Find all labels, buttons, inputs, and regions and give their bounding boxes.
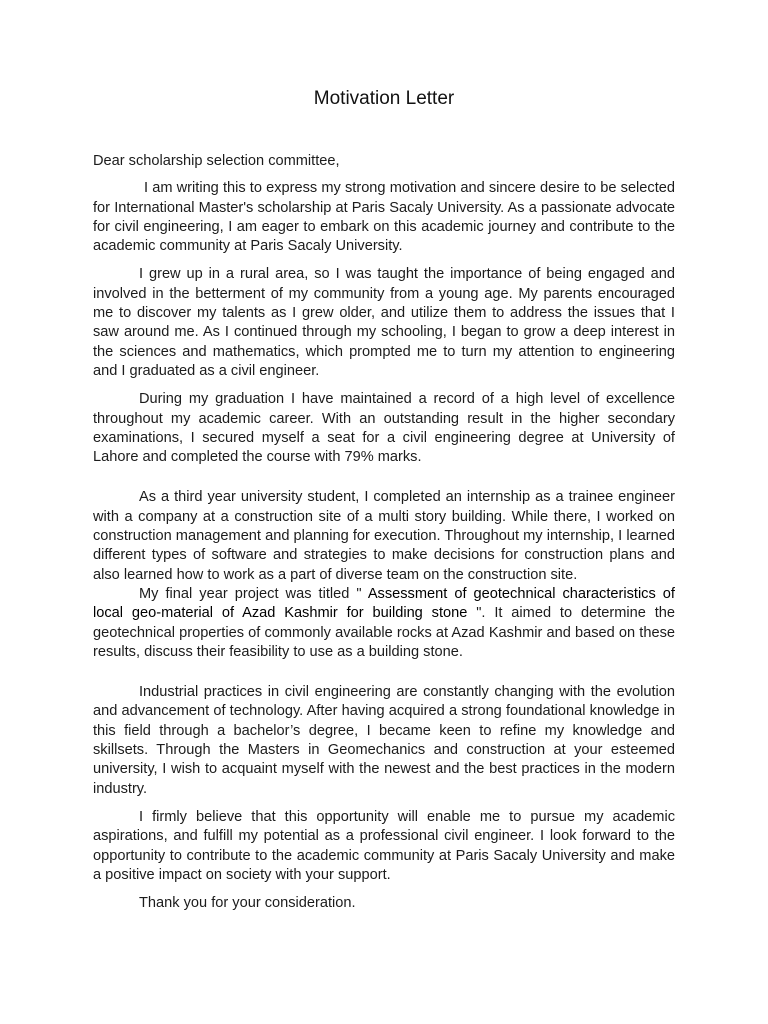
- paragraph-intro: I am writing this to express my strong motivation and sincere desire to be selected for International Master's scholarship at Paris Sacaly University. As a passionate advocate for civil engineering, I am eager to embark on this academic journey and contribute to the academic community at Paris Sacaly University.: [93, 180, 675, 255]
- page-title: Motivation Letter: [313, 88, 455, 109]
- paragraph-industry: Industrial practices in civil engineering are constantly changing with the evolution and advancement of technology. After having acquired a strong foundational knowledge in this field through a bachelor’s degree, I became keen to refine my knowledge and skillsets. Through the Masters in Geomechanics and construction at your esteemed university, I wish to acquaint myself with the newest and the best practices in the modern industry.: [93, 684, 675, 797]
- paragraph-internship: As a third year university student, I completed an internship as a trainee engineer with a company at a construction site of a multi story building. While there, I worked on construction management and planning for execution. Throughout my internship, I learned different types of software and strategies to make decisions for construction plans and also learned how to work as a part of diverse team on the construction site.: [93, 489, 675, 583]
- project-description-text: ". It aimed to determine the geotechnical properties of commonly available rocks at Azad Kashmir and based on these results, discuss their feasibility to use as a building stone.: [93, 605, 676, 660]
- paragraph-education: During my graduation I have maintained a record of a high level of excellence throughout my academic career. With an outstanding result in the higher secondary examinations, I secured myself a seat for a civil engineering degree at University of Lahore and completed the course with 79% marks.: [93, 391, 675, 466]
- paragraph-background: I grew up in a rural area, so I was taught the importance of being engaged and involved in the betterment of my community from a young age. My parents encouraged me to discover my talents as I grew older, and utilize them to address the issues that I saw around me. As I continued through my schooling, I began to grow a deep interest in the sciences and mathematics, which prompted me to turn my attention to engineering and I graduated as a civil engineer.: [93, 266, 675, 379]
- salutation: Dear scholarship selection committee,: [93, 153, 340, 169]
- paragraph-final-project: [93, 585, 675, 662]
- project-intro-text: My final year project was titled ": [139, 585, 368, 602]
- paragraph-aspirations: I firmly believe that this opportunity will enable me to pursue my academic aspirations, and fulfill my potential as a professional civil engineer. I look forward to the opportunity to contribute to the academic community at Paris Sacaly University and make a positive impact on society with your support.: [93, 808, 675, 883]
- project-title: Assessment of geotechnical characteristics of local geo-material of Azad Kashmir for building stone: [93, 585, 675, 622]
- letter-body: [93, 152, 675, 922]
- closing-line: Thank you for your consideration.: [139, 895, 356, 912]
